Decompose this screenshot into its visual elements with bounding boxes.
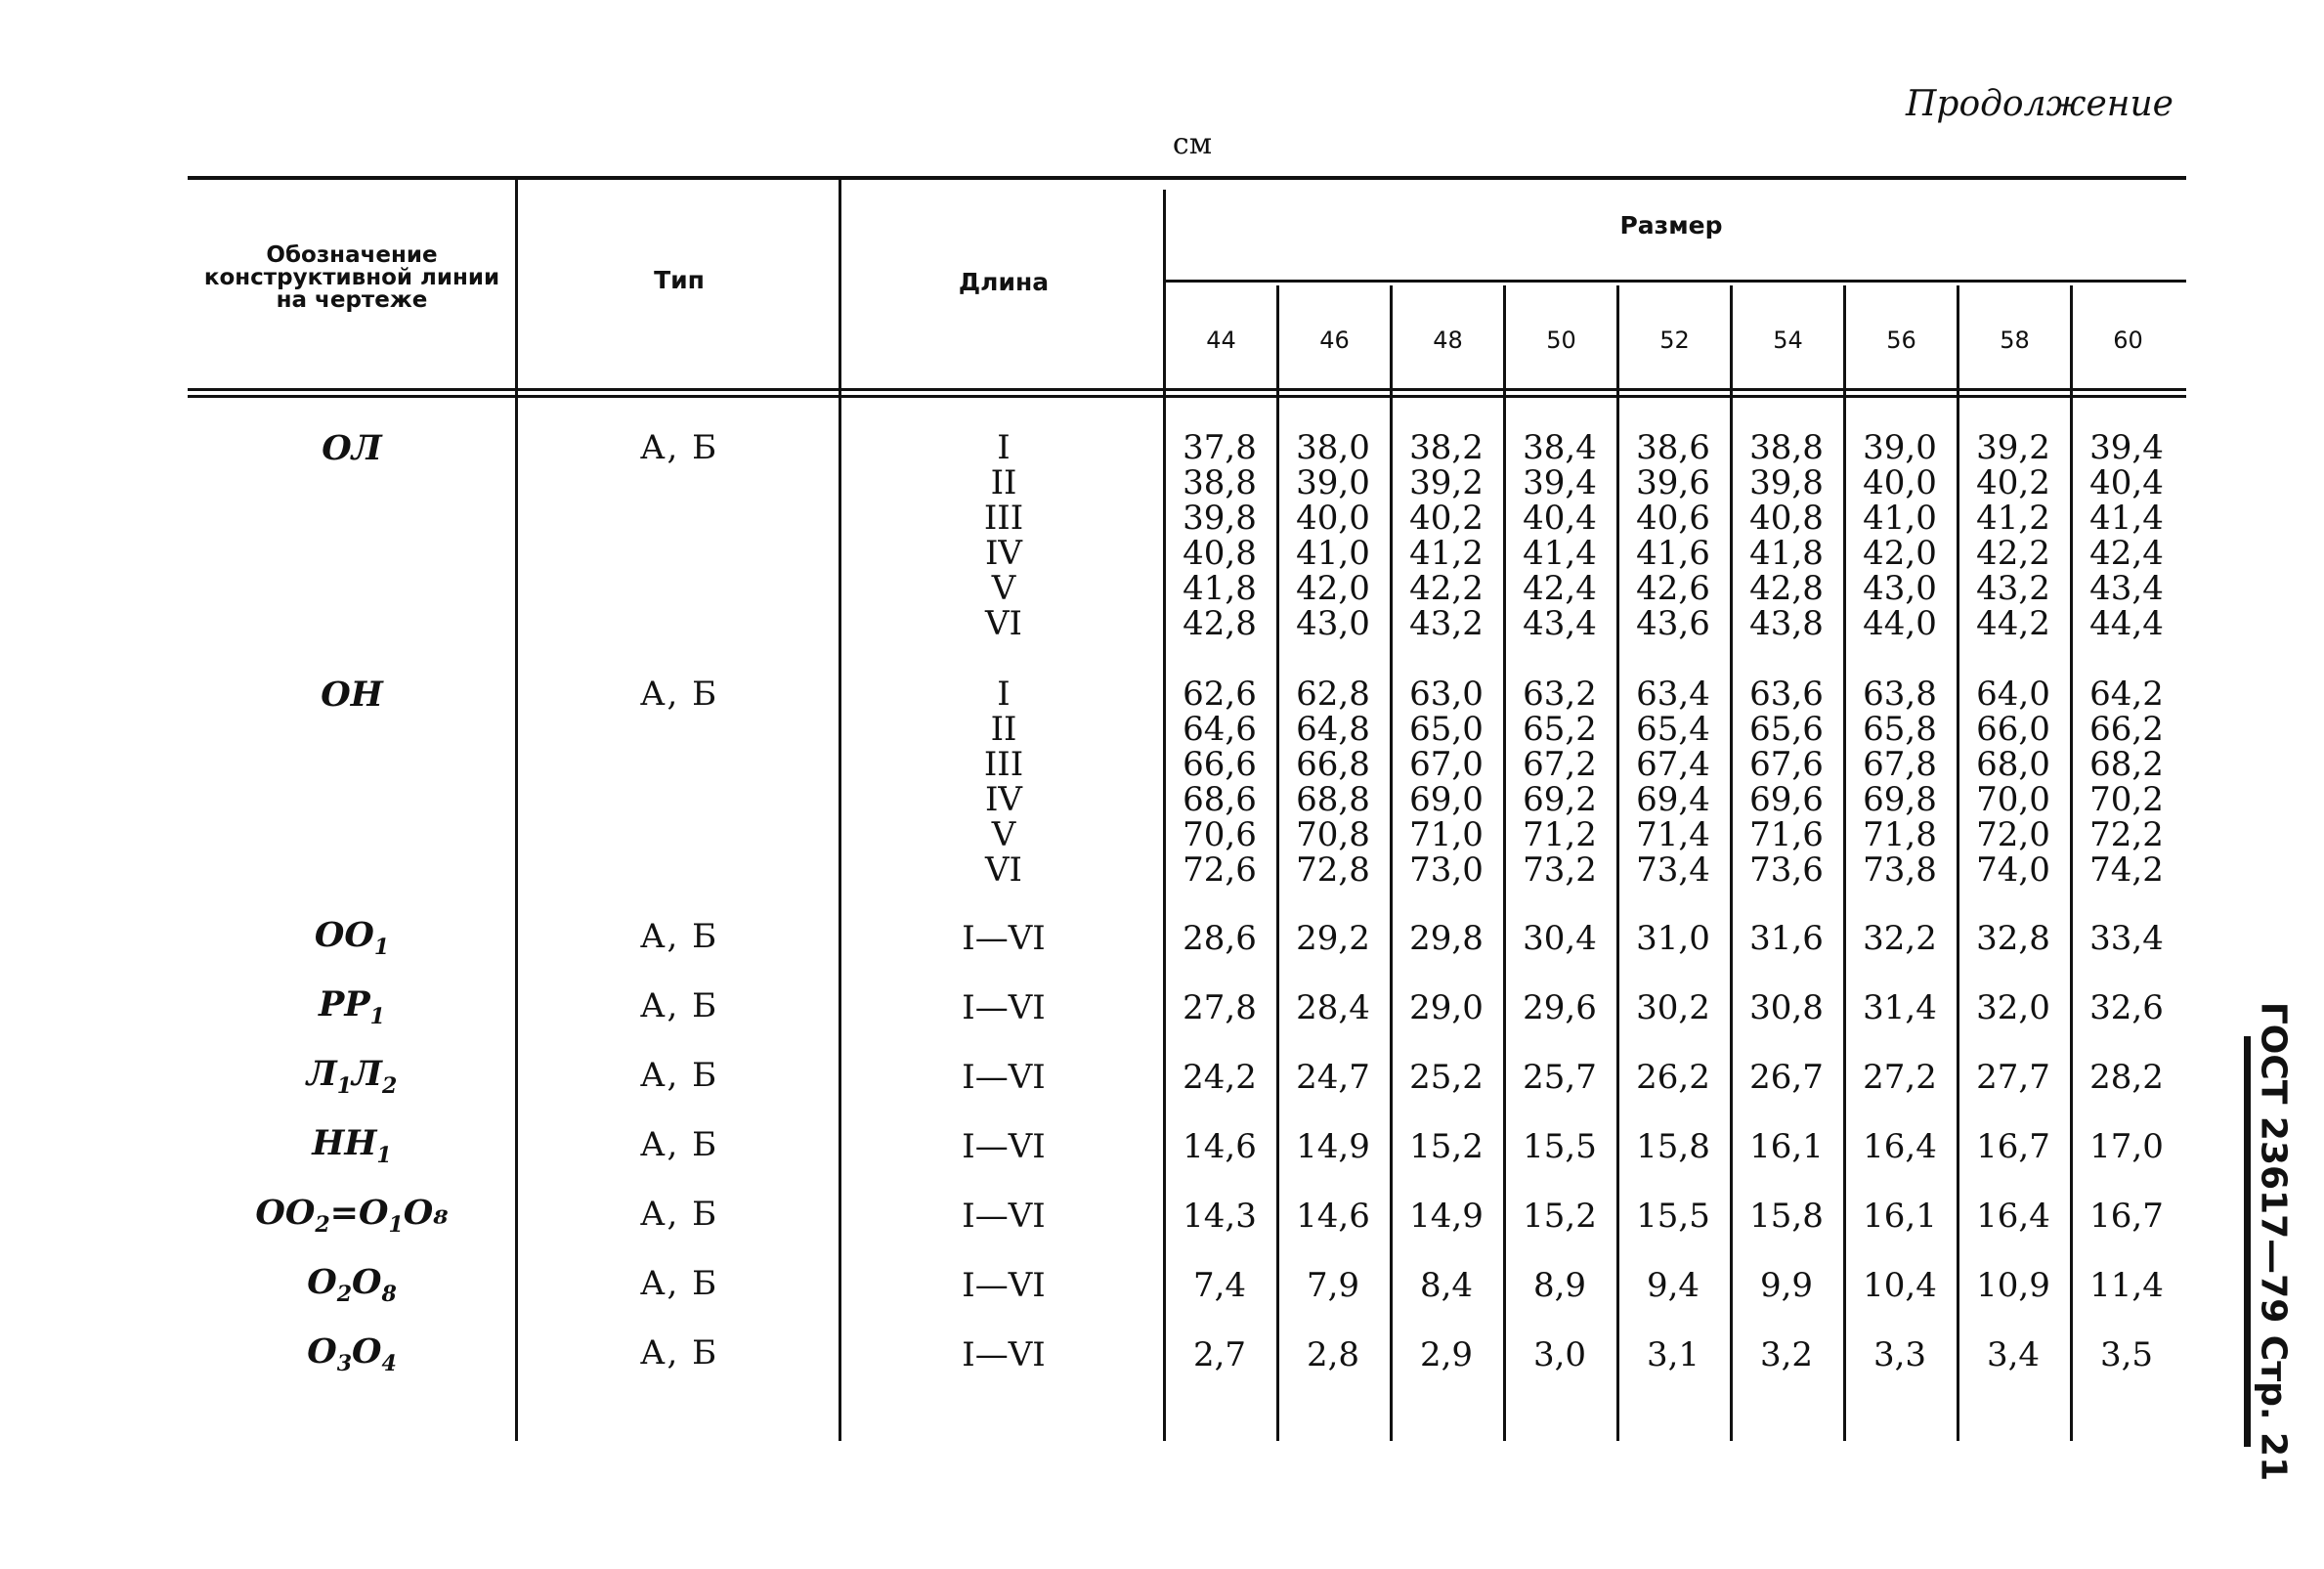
value-cell: 32,6 [2089, 988, 2164, 1027]
value-cell: 2,8 [1306, 1335, 1360, 1374]
value-cell: 42,0 [1863, 534, 1937, 573]
value-cell: 67,6 [1749, 745, 1824, 784]
value-cell: 71,8 [1863, 815, 1937, 854]
value-cell: 28,4 [1296, 988, 1370, 1027]
size-header-50: 50 [1546, 327, 1576, 354]
value-cell: 70,0 [1976, 780, 2050, 819]
value-cell: 43,4 [2089, 569, 2164, 608]
value-cell: 71,2 [1523, 815, 1597, 854]
value-cell: 70,2 [2089, 780, 2164, 819]
value-cell: 44,2 [1976, 604, 2050, 643]
value-cell: 66,2 [2089, 710, 2164, 749]
header-double-rule-2 [188, 395, 2186, 398]
value-cell: 15,8 [1749, 1197, 1824, 1236]
value-cell: 65,0 [1409, 710, 1484, 749]
value-cell: 15,2 [1523, 1197, 1597, 1236]
value-cell: 42,4 [1523, 569, 1597, 608]
row-length: IV [985, 534, 1022, 573]
line-designation [186, 915, 518, 960]
designation-subscript: 2 [336, 1282, 352, 1307]
row-length: III [983, 499, 1024, 538]
value-cell: 70,8 [1296, 815, 1370, 854]
value-cell: 39,0 [1863, 428, 1937, 467]
value-cell: 16,7 [1976, 1127, 2050, 1166]
designation-part: О₈ [403, 1193, 449, 1233]
size-header-46: 46 [1319, 327, 1350, 354]
value-cell: 73,4 [1636, 850, 1710, 890]
value-cell: 27,2 [1863, 1058, 1937, 1097]
designation-part: НН [312, 1123, 377, 1163]
size-header-44: 44 [1206, 327, 1236, 354]
value-cell: 14,9 [1296, 1127, 1370, 1166]
designation-subscript: 2 [315, 1212, 330, 1238]
value-cell: 27,7 [1976, 1058, 2050, 1097]
value-cell: 42,8 [1183, 604, 1257, 643]
value-cell: 42,8 [1749, 569, 1824, 608]
value-cell: 29,6 [1523, 988, 1597, 1027]
designation-part: ОН [321, 675, 383, 715]
value-cell: 44,4 [2089, 604, 2164, 643]
designation-subscript: 1 [388, 1212, 404, 1238]
designation-subscript: 1 [376, 1143, 392, 1168]
value-cell: 67,4 [1636, 745, 1710, 784]
designation-subscript: 2 [381, 1073, 398, 1099]
row-length: V [991, 815, 1016, 854]
value-cell: 11,4 [2089, 1266, 2164, 1305]
row-type: А, Б [639, 1125, 719, 1164]
value-cell: 72,6 [1183, 850, 1257, 890]
value-cell: 41,8 [1183, 569, 1257, 608]
designation-part: О [352, 1262, 382, 1302]
size-header-52: 52 [1659, 327, 1690, 354]
value-cell: 73,6 [1749, 850, 1824, 890]
designation-part: =О [329, 1193, 389, 1233]
value-cell: 64,6 [1183, 710, 1257, 749]
value-cell: 39,8 [1183, 499, 1257, 538]
value-cell: 29,0 [1409, 988, 1484, 1027]
value-cell: 7,9 [1306, 1266, 1360, 1305]
value-cell: 73,0 [1409, 850, 1484, 890]
line-designation [186, 1193, 518, 1238]
row-type: А, Б [639, 1195, 719, 1234]
value-cell: 68,8 [1296, 780, 1370, 819]
line-designation [186, 984, 518, 1029]
value-cell: 65,8 [1863, 710, 1937, 749]
gost-page-reference: ГОСТ 23617—79 Стр. 21 [2253, 1001, 2294, 1482]
designation-part: ОО [314, 915, 374, 955]
value-cell: 66,8 [1296, 745, 1370, 784]
value-cell: 15,2 [1409, 1127, 1484, 1166]
row-type: А, Б [639, 1264, 719, 1303]
row-length: I [997, 675, 1011, 714]
value-cell: 37,8 [1183, 428, 1257, 467]
row-type: А, Б [639, 675, 719, 714]
value-cell: 16,1 [1863, 1197, 1937, 1236]
designation-part: Л [306, 1054, 337, 1094]
designation-subscript: 1 [373, 935, 390, 960]
value-cell: 42,6 [1636, 569, 1710, 608]
value-cell: 41,0 [1863, 499, 1937, 538]
header-size: Размер [1619, 211, 1723, 240]
value-cell: 69,2 [1523, 780, 1597, 819]
value-cell: 30,8 [1749, 988, 1824, 1027]
value-cell: 16,4 [1863, 1127, 1937, 1166]
value-cell: 42,4 [2089, 534, 2164, 573]
value-cell: 43,0 [1296, 604, 1370, 643]
designation-subscript: 8 [381, 1282, 397, 1307]
designation-part: О [307, 1262, 337, 1302]
value-cell: 69,8 [1863, 780, 1937, 819]
designation-subscript: 1 [336, 1073, 352, 1099]
designation-subscript: 4 [381, 1351, 397, 1376]
value-cell: 62,6 [1183, 675, 1257, 714]
value-cell: 39,2 [1976, 428, 2050, 467]
value-cell: 3,1 [1646, 1335, 1700, 1374]
value-cell: 41,4 [2089, 499, 2164, 538]
row-type: А, Б [639, 917, 719, 956]
value-cell: 14,9 [1409, 1197, 1484, 1236]
line-designation [186, 1123, 518, 1168]
value-cell: 63,8 [1863, 675, 1937, 714]
value-cell: 27,8 [1183, 988, 1257, 1027]
value-cell: 16,7 [2089, 1197, 2164, 1236]
value-cell: 41,4 [1523, 534, 1597, 573]
value-cell: 25,2 [1409, 1058, 1484, 1097]
value-cell: 39,4 [1523, 463, 1597, 502]
value-cell: 32,2 [1863, 919, 1937, 958]
value-cell: 67,0 [1409, 745, 1484, 784]
value-cell: 24,2 [1183, 1058, 1257, 1097]
value-cell: 42,2 [1409, 569, 1484, 608]
value-cell: 32,8 [1976, 919, 2050, 958]
value-cell: 68,2 [2089, 745, 2164, 784]
designation-part: ОО [255, 1193, 316, 1233]
value-cell: 43,4 [1523, 604, 1597, 643]
value-cell: 30,2 [1636, 988, 1710, 1027]
value-cell: 41,0 [1296, 534, 1370, 573]
value-cell: 72,2 [2089, 815, 2164, 854]
row-length: I [997, 428, 1011, 467]
value-cell: 72,8 [1296, 850, 1370, 890]
value-cell: 32,0 [1976, 988, 2050, 1027]
row-length: I—VI [962, 1127, 1046, 1166]
value-cell: 65,6 [1749, 710, 1824, 749]
side-page-label [2244, 1001, 2302, 1482]
value-cell: 42,0 [1296, 569, 1370, 608]
value-cell: 63,4 [1636, 675, 1710, 714]
continuation-label: Продолжение [1906, 84, 2173, 124]
size-header-60: 60 [2113, 327, 2143, 354]
value-cell: 38,8 [1183, 463, 1257, 502]
value-cell: 65,2 [1523, 710, 1597, 749]
value-cell: 38,6 [1636, 428, 1710, 467]
row-length: I—VI [962, 1266, 1046, 1305]
value-cell: 31,6 [1749, 919, 1824, 958]
value-cell: 39,0 [1296, 463, 1370, 502]
value-cell: 3,4 [1986, 1335, 2041, 1374]
value-cell: 29,2 [1296, 919, 1370, 958]
designation-subscript: 1 [369, 1004, 385, 1029]
value-cell: 40,0 [1296, 499, 1370, 538]
value-cell: 70,6 [1183, 815, 1257, 854]
value-cell: 26,2 [1636, 1058, 1710, 1097]
column-divider [515, 180, 518, 1441]
value-cell: 69,6 [1749, 780, 1824, 819]
header-double-rule-1 [188, 388, 2186, 391]
value-cell: 16,4 [1976, 1197, 2050, 1236]
value-cell: 38,8 [1749, 428, 1824, 467]
row-length: I—VI [962, 1335, 1046, 1374]
value-cell: 40,2 [1976, 463, 2050, 502]
value-cell: 15,5 [1523, 1127, 1597, 1166]
row-length: I—VI [962, 988, 1046, 1027]
size-header-54: 54 [1773, 327, 1803, 354]
value-cell: 62,8 [1296, 675, 1370, 714]
row-type: А, Б [639, 1056, 719, 1095]
value-cell: 3,2 [1759, 1335, 1814, 1374]
value-cell: 43,0 [1863, 569, 1937, 608]
value-cell: 74,2 [2089, 850, 2164, 890]
value-cell: 39,6 [1636, 463, 1710, 502]
value-cell: 69,0 [1409, 780, 1484, 819]
designation-part: О [352, 1331, 382, 1372]
value-cell: 63,6 [1749, 675, 1824, 714]
designation-part: Л [352, 1054, 382, 1094]
value-cell: 64,2 [2089, 675, 2164, 714]
value-cell: 8,9 [1532, 1266, 1587, 1305]
value-cell: 40,4 [1523, 499, 1597, 538]
row-type: А, Б [639, 986, 719, 1025]
header-type: Тип [654, 266, 705, 294]
value-cell: 42,2 [1976, 534, 2050, 573]
value-cell: 41,6 [1636, 534, 1710, 573]
value-cell: 24,7 [1296, 1058, 1370, 1097]
column-divider [839, 180, 841, 1441]
value-cell: 15,8 [1636, 1127, 1710, 1166]
value-cell: 28,2 [2089, 1058, 2164, 1097]
value-cell: 30,4 [1523, 919, 1597, 958]
value-cell: 74,0 [1976, 850, 2050, 890]
value-cell: 69,4 [1636, 780, 1710, 819]
size-header-58: 58 [2000, 327, 2030, 354]
value-cell: 2,9 [1419, 1335, 1474, 1374]
value-cell: 66,6 [1183, 745, 1257, 784]
designation-subscript: 3 [336, 1351, 352, 1376]
value-cell: 14,6 [1183, 1127, 1257, 1166]
value-cell: 38,0 [1296, 428, 1370, 467]
value-cell: 64,8 [1296, 710, 1370, 749]
value-cell: 73,8 [1863, 850, 1937, 890]
value-cell: 40,4 [2089, 463, 2164, 502]
line-designation [186, 675, 518, 715]
value-cell: 64,0 [1976, 675, 2050, 714]
value-cell: 40,8 [1183, 534, 1257, 573]
value-cell: 40,0 [1863, 463, 1937, 502]
value-cell: 25,7 [1523, 1058, 1597, 1097]
size-header-48: 48 [1433, 327, 1463, 354]
row-length: I—VI [962, 919, 1046, 958]
value-cell: 71,4 [1636, 815, 1710, 854]
line-designation [186, 1262, 518, 1307]
unit-label: см [1172, 127, 1213, 161]
value-cell: 10,9 [1976, 1266, 2050, 1305]
value-cell: 43,2 [1409, 604, 1484, 643]
value-cell: 67,2 [1523, 745, 1597, 784]
row-length: V [991, 569, 1016, 608]
value-cell: 72,0 [1976, 815, 2050, 854]
row-type: А, Б [639, 1333, 719, 1373]
value-cell: 31,4 [1863, 988, 1937, 1027]
value-cell: 40,8 [1749, 499, 1824, 538]
value-cell: 39,8 [1749, 463, 1824, 502]
header-length: Длина [958, 268, 1050, 296]
size-subheader-rule [1163, 280, 2186, 283]
side-rule [2244, 1036, 2251, 1447]
header-designation: Обозначение конструктивной линии на чертеже [203, 242, 500, 313]
value-cell: 3,0 [1532, 1335, 1587, 1374]
value-cell: 41,8 [1749, 534, 1824, 573]
line-designation [186, 428, 518, 468]
value-cell: 40,6 [1636, 499, 1710, 538]
row-length: I—VI [962, 1197, 1046, 1236]
value-cell: 9,4 [1646, 1266, 1700, 1305]
designation-part: РР [319, 984, 370, 1024]
row-length: III [983, 745, 1024, 784]
value-cell: 43,6 [1636, 604, 1710, 643]
value-cell: 71,6 [1749, 815, 1824, 854]
value-cell: 63,0 [1409, 675, 1484, 714]
value-cell: 29,8 [1409, 919, 1484, 958]
value-cell: 33,4 [2089, 919, 2164, 958]
top-rule [188, 176, 2186, 180]
value-cell: 44,0 [1863, 604, 1937, 643]
row-length: II [990, 710, 1017, 749]
value-cell: 65,4 [1636, 710, 1710, 749]
value-cell: 73,2 [1523, 850, 1597, 890]
value-cell: 39,2 [1409, 463, 1484, 502]
value-cell: 14,3 [1183, 1197, 1257, 1236]
value-cell: 17,0 [2089, 1127, 2164, 1166]
value-cell: 67,8 [1863, 745, 1937, 784]
row-length: II [990, 463, 1017, 502]
value-cell: 3,3 [1872, 1335, 1927, 1374]
value-cell: 15,5 [1636, 1197, 1710, 1236]
designation-part: О [307, 1331, 337, 1372]
value-cell: 9,9 [1759, 1266, 1814, 1305]
value-cell: 43,2 [1976, 569, 2050, 608]
value-cell: 26,7 [1749, 1058, 1824, 1097]
value-cell: 71,0 [1409, 815, 1484, 854]
value-cell: 3,5 [2099, 1335, 2154, 1374]
value-cell: 2,7 [1192, 1335, 1247, 1374]
row-length: VI [985, 850, 1022, 890]
value-cell: 7,4 [1192, 1266, 1247, 1305]
value-cell: 68,6 [1183, 780, 1257, 819]
line-designation [186, 1331, 518, 1376]
size-header-56: 56 [1886, 327, 1916, 354]
row-length: IV [985, 780, 1022, 819]
value-cell: 66,0 [1976, 710, 2050, 749]
designation-part: ОЛ [322, 428, 382, 468]
value-cell: 43,8 [1749, 604, 1824, 643]
value-cell: 40,2 [1409, 499, 1484, 538]
value-cell: 28,6 [1183, 919, 1257, 958]
value-cell: 38,2 [1409, 428, 1484, 467]
line-designation [186, 1054, 518, 1099]
value-cell: 39,4 [2089, 428, 2164, 467]
value-cell: 16,1 [1749, 1127, 1824, 1166]
value-cell: 68,0 [1976, 745, 2050, 784]
value-cell: 14,6 [1296, 1197, 1370, 1236]
value-cell: 63,2 [1523, 675, 1597, 714]
value-cell: 41,2 [1409, 534, 1484, 573]
value-cell: 38,4 [1523, 428, 1597, 467]
value-cell: 41,2 [1976, 499, 2050, 538]
row-length: I—VI [962, 1058, 1046, 1097]
value-cell: 31,0 [1636, 919, 1710, 958]
value-cell: 8,4 [1419, 1266, 1474, 1305]
row-type: А, Б [639, 428, 719, 467]
row-length: VI [985, 604, 1022, 643]
value-cell: 10,4 [1863, 1266, 1937, 1305]
